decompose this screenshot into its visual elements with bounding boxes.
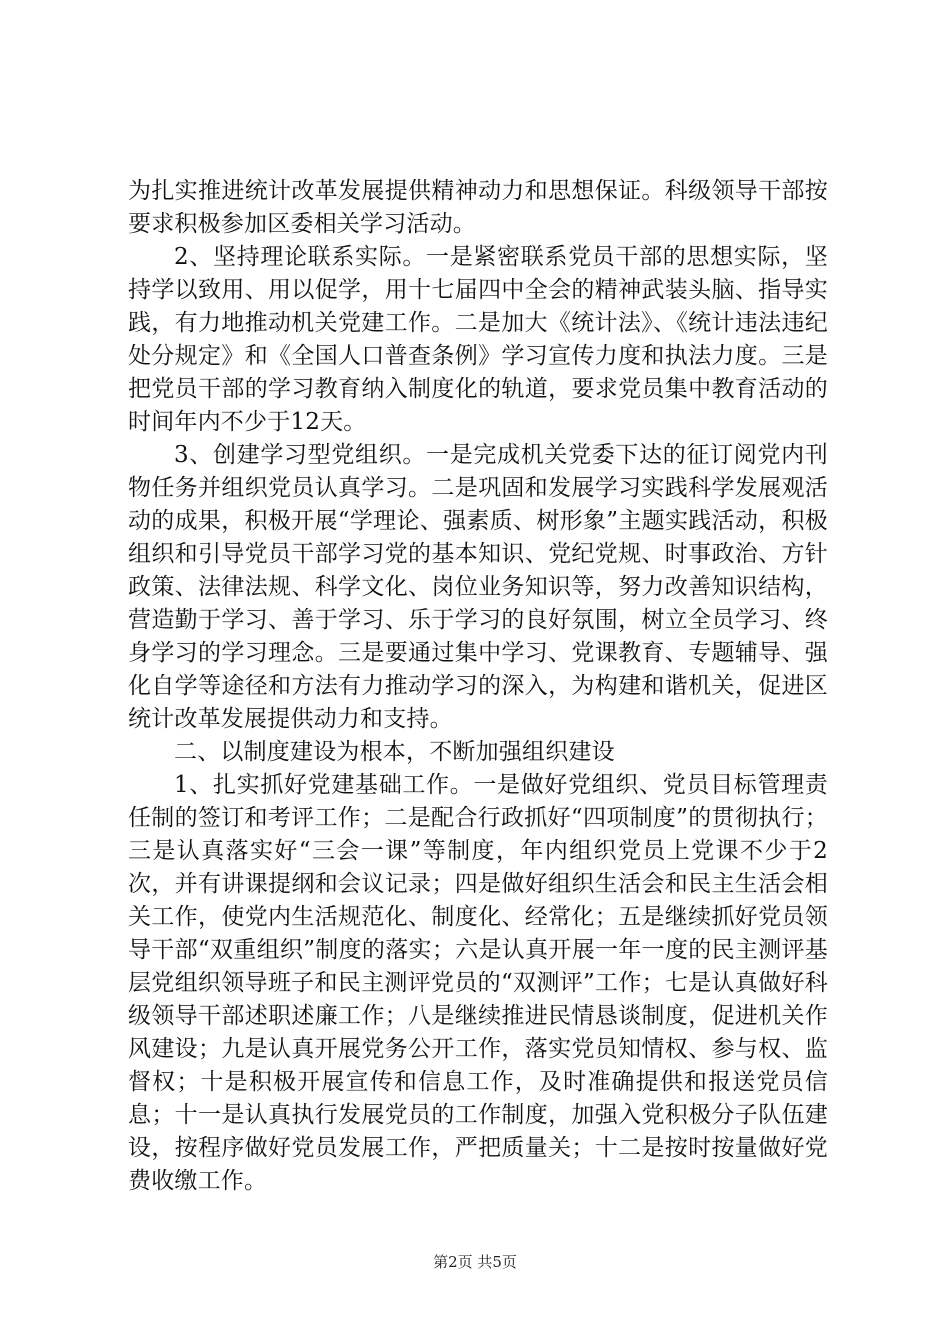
paragraph-learning-party-organization: 3、创建学习型党组织。一是完成机关党委下达的征订阅党内刊物任务并组织党员认真学习。二是巩固和发展学习实践科学发展观活动的成果，积极开展“学理论、强素质、树形象”主题实践活动，积极组织和引导党员干部学习党的基本知识、党纪党规、时事政治、方针政策、法律法规、科学文化、岗位业务知识等，努力改善知识结构，营造勤于学习、善于学习、乐于学习的良好氛围，树立全员学习、终身学习的学习理念。三是要通过集中学习、党课教育、专题辅导、强化自学等途径和方法有力推动学习的深入，为构建和谐机关，促进区统计改革发展提供动力和支持。	[128, 442, 828, 732]
page-number-footer: 第2页 共5页	[433, 1253, 517, 1271]
paragraph-study-activities: 为扎实推进统计改革发展提供精神动力和思想保证。科级领导干部按要求积极参加区委相关学习活动。	[128, 178, 828, 237]
document-body	[128, 175, 828, 1198]
paragraph-theory-practice: 2、坚持理论联系实际。一是紧密联系党员干部的思想实际，坚持学以致用、用以促学，用十七届四中全会的精神武装头脑、指导实践，有力地推动机关党建工作。二是加大《统计法》、《统计违法违纪处分规定》和《全国人口普查条例》学习宣传力度和执法力度。三是把党员干部的学习教育纳入制度化的轨道，要求党员集中教育活动的时间年内不少于12天。	[128, 244, 828, 435]
paragraph-party-building-basics: 1、扎实抓好党建基础工作。一是做好党组织、党员目标管理责任制的签订和考评工作；二是配合行政抓好“四项制度”的贯彻执行；三是认真落实好“三会一课”等制度，年内组织党员上党课不少于2次，并有讲课提纲和会议记录；四是做好组织生活会和民主生活会相关工作，使党内生活规范化、制度化、经常化；五是继续抓好党员领导干部“双重组织”制度的落实；六是认真开展一年一度的民主测评基层党组织领导班子和民主测评党员的“双测评”工作；七是认真做好科级领导干部述职述廉工作；八是继续推进民情恳谈制度，促进机关作风建设；九是认真开展党务公开工作，落实党员知情权、参与权、监督权；十是积极开展宣传和信息工作，及时准确提供和报送党员信息；十一是认真执行发展党员的工作制度，加强入党积极分子队伍建设，按程序做好党员发展工作，严把质量关；十二是按时按量做好党费收缴工作。	[128, 772, 828, 1194]
section-heading-institution-building: 二、以制度建设为根本，不断加强组织建设	[174, 739, 615, 765]
